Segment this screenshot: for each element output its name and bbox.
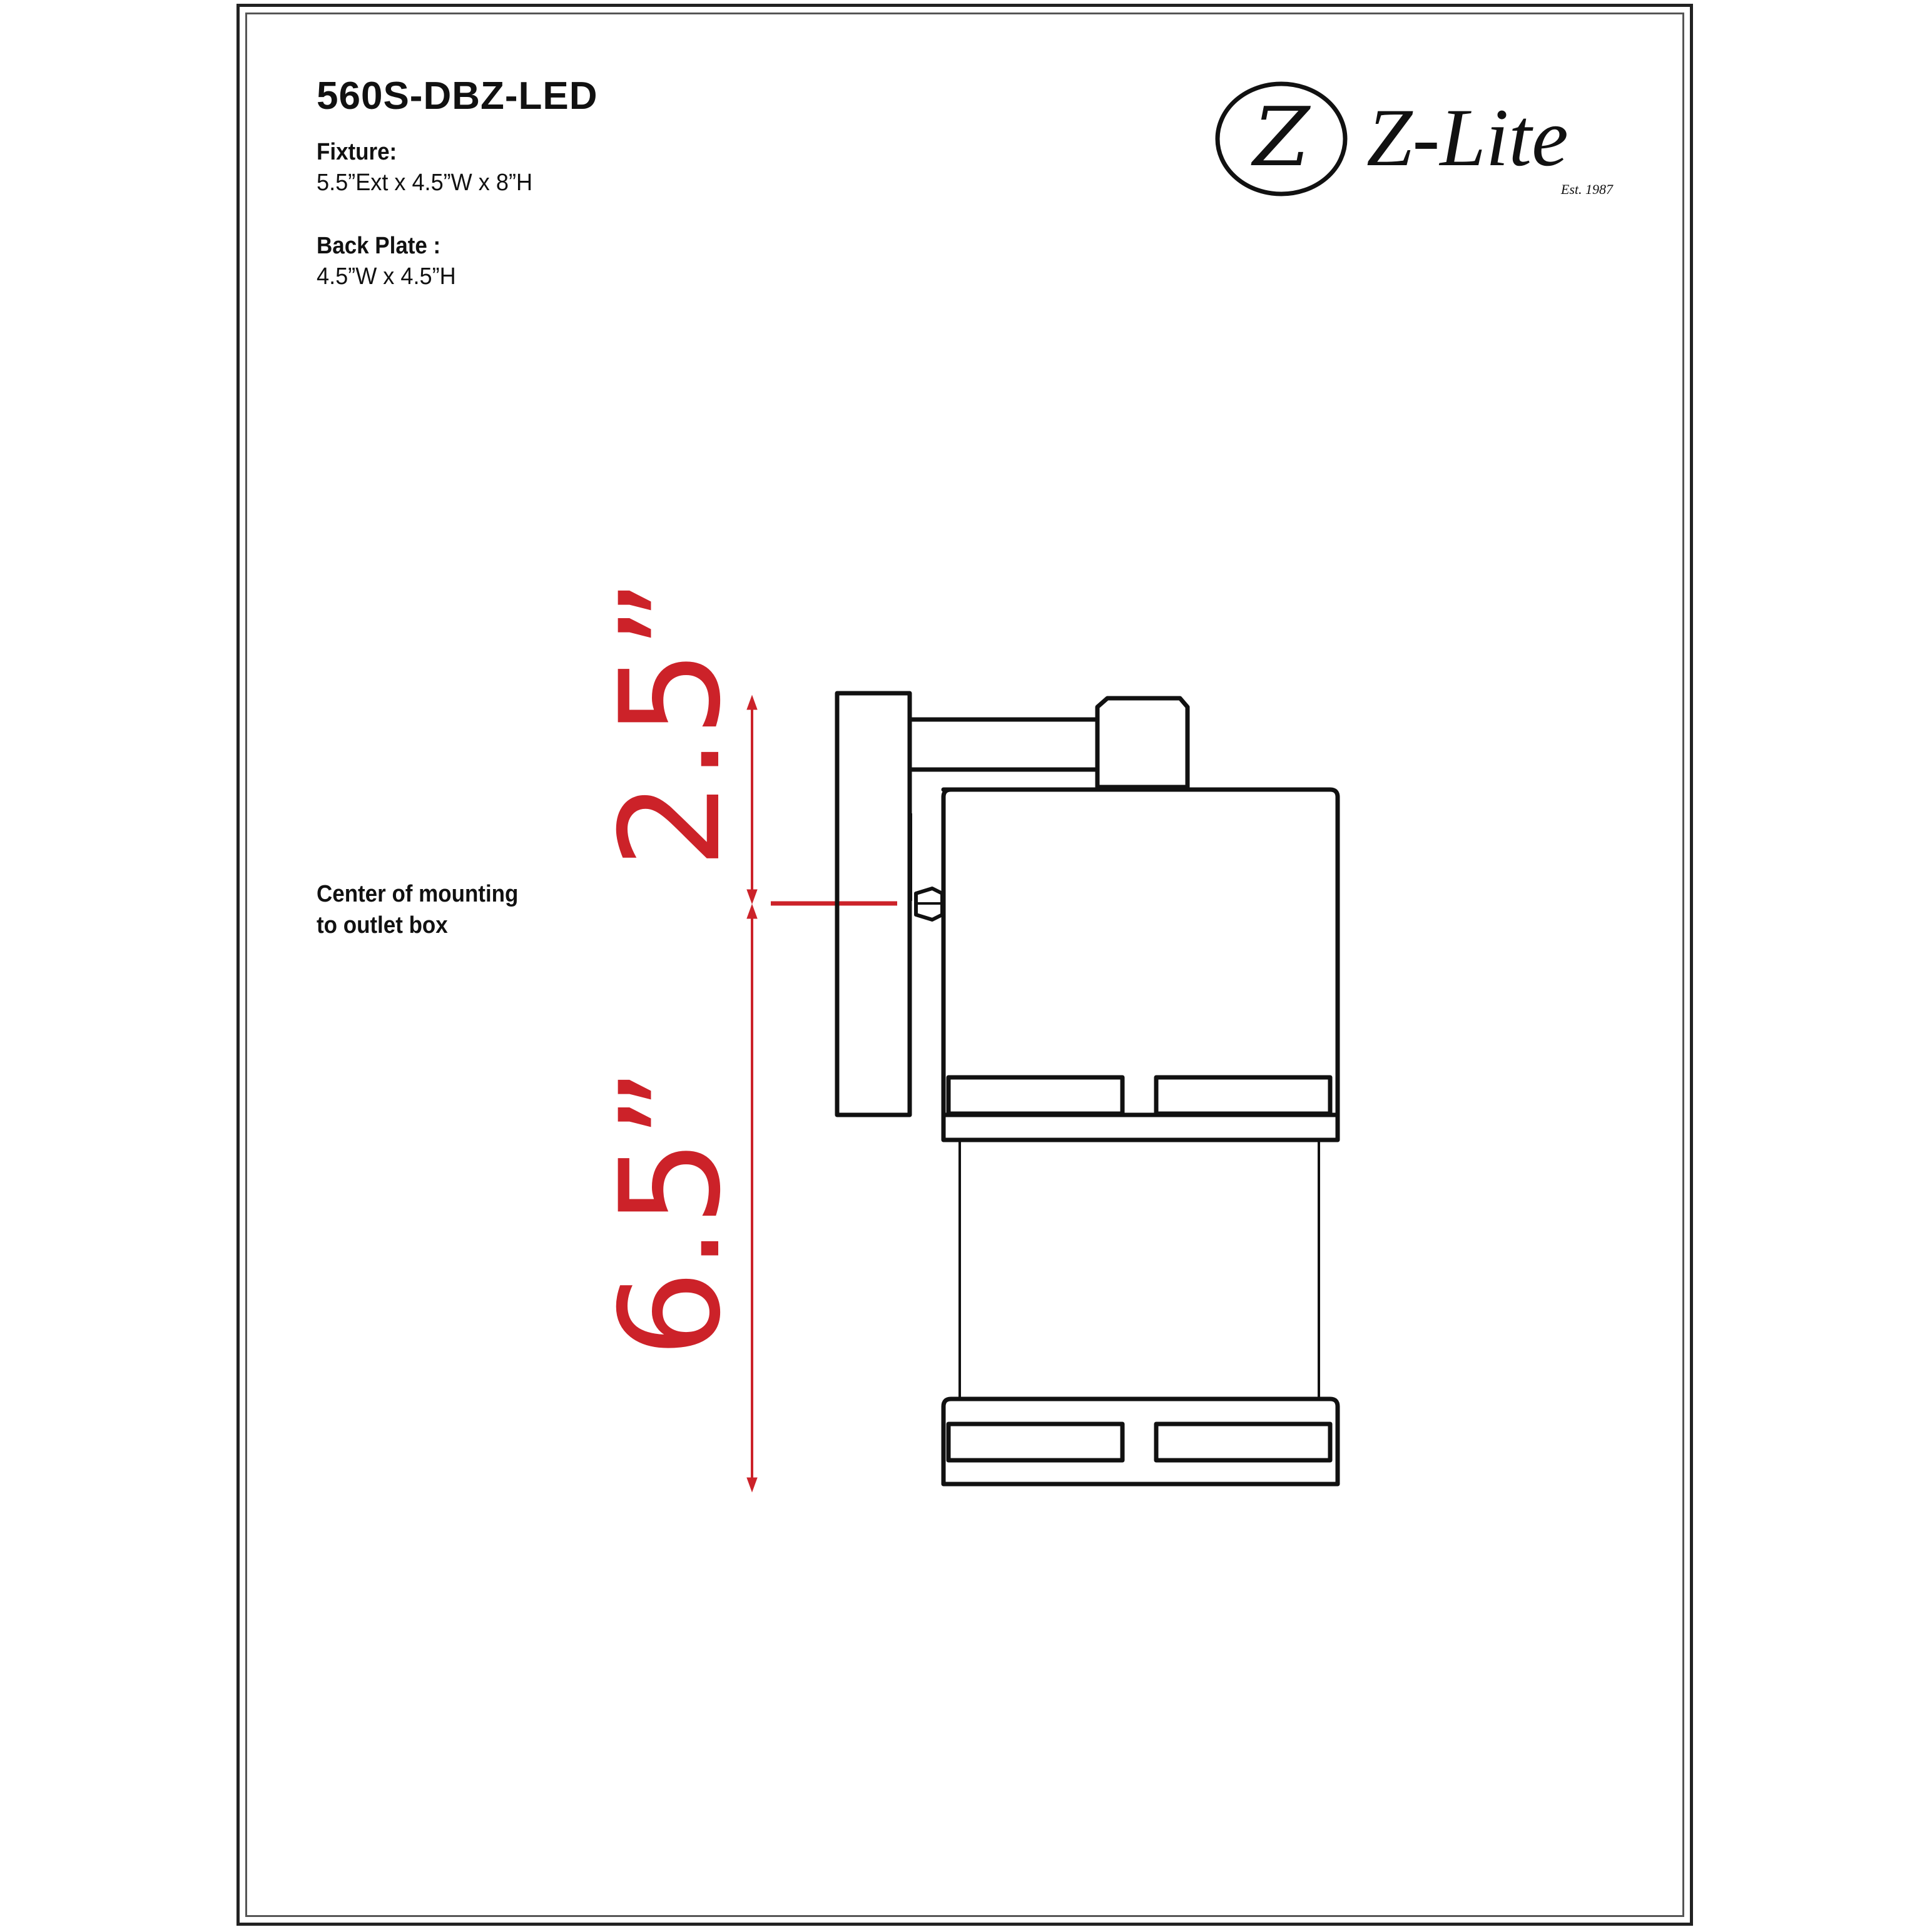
logo-established: Est. 1987 <box>1560 181 1613 197</box>
fixture-label: Fixture: <box>317 139 397 165</box>
lamp-housing-lower <box>943 1399 1338 1484</box>
upper-band-slot-right <box>1156 1077 1330 1114</box>
dimension-guides <box>747 696 897 1492</box>
mounting-note-line-2: to outlet box <box>317 912 448 938</box>
lower-band-slot-left <box>948 1424 1122 1460</box>
logo-emblem-letter: Z <box>1253 89 1310 185</box>
arrowhead-upper-bottom <box>747 890 757 903</box>
back-plate-dimensions: 4.5”W x 4.5”H <box>317 263 456 290</box>
model-number: 560S-DBZ-LED <box>317 74 598 118</box>
logo-brand-name: Z-Lite <box>1366 91 1568 183</box>
dimension-label-lower: 6.5” <box>591 1067 751 1358</box>
fixture-side-view <box>837 693 1338 1484</box>
arrowhead-lower-top <box>747 905 757 918</box>
fixture-dimensions: 5.5”Ext x 4.5”W x 8”H <box>317 170 533 196</box>
arm-socket-cap <box>1097 698 1187 787</box>
lamp-housing-upper <box>943 790 1338 1140</box>
z-lite-logo <box>1218 84 1614 197</box>
lower-band-slot-right <box>1156 1424 1330 1460</box>
dimension-label-upper: 2.5” <box>591 578 751 868</box>
support-arm <box>910 719 1101 770</box>
back-plate-label: Back Plate : <box>317 233 441 259</box>
mounting-note-line-1: Center of mounting <box>317 881 519 907</box>
upper-band-slot-left <box>948 1077 1122 1114</box>
arrowhead-lower-bottom <box>747 1478 757 1492</box>
